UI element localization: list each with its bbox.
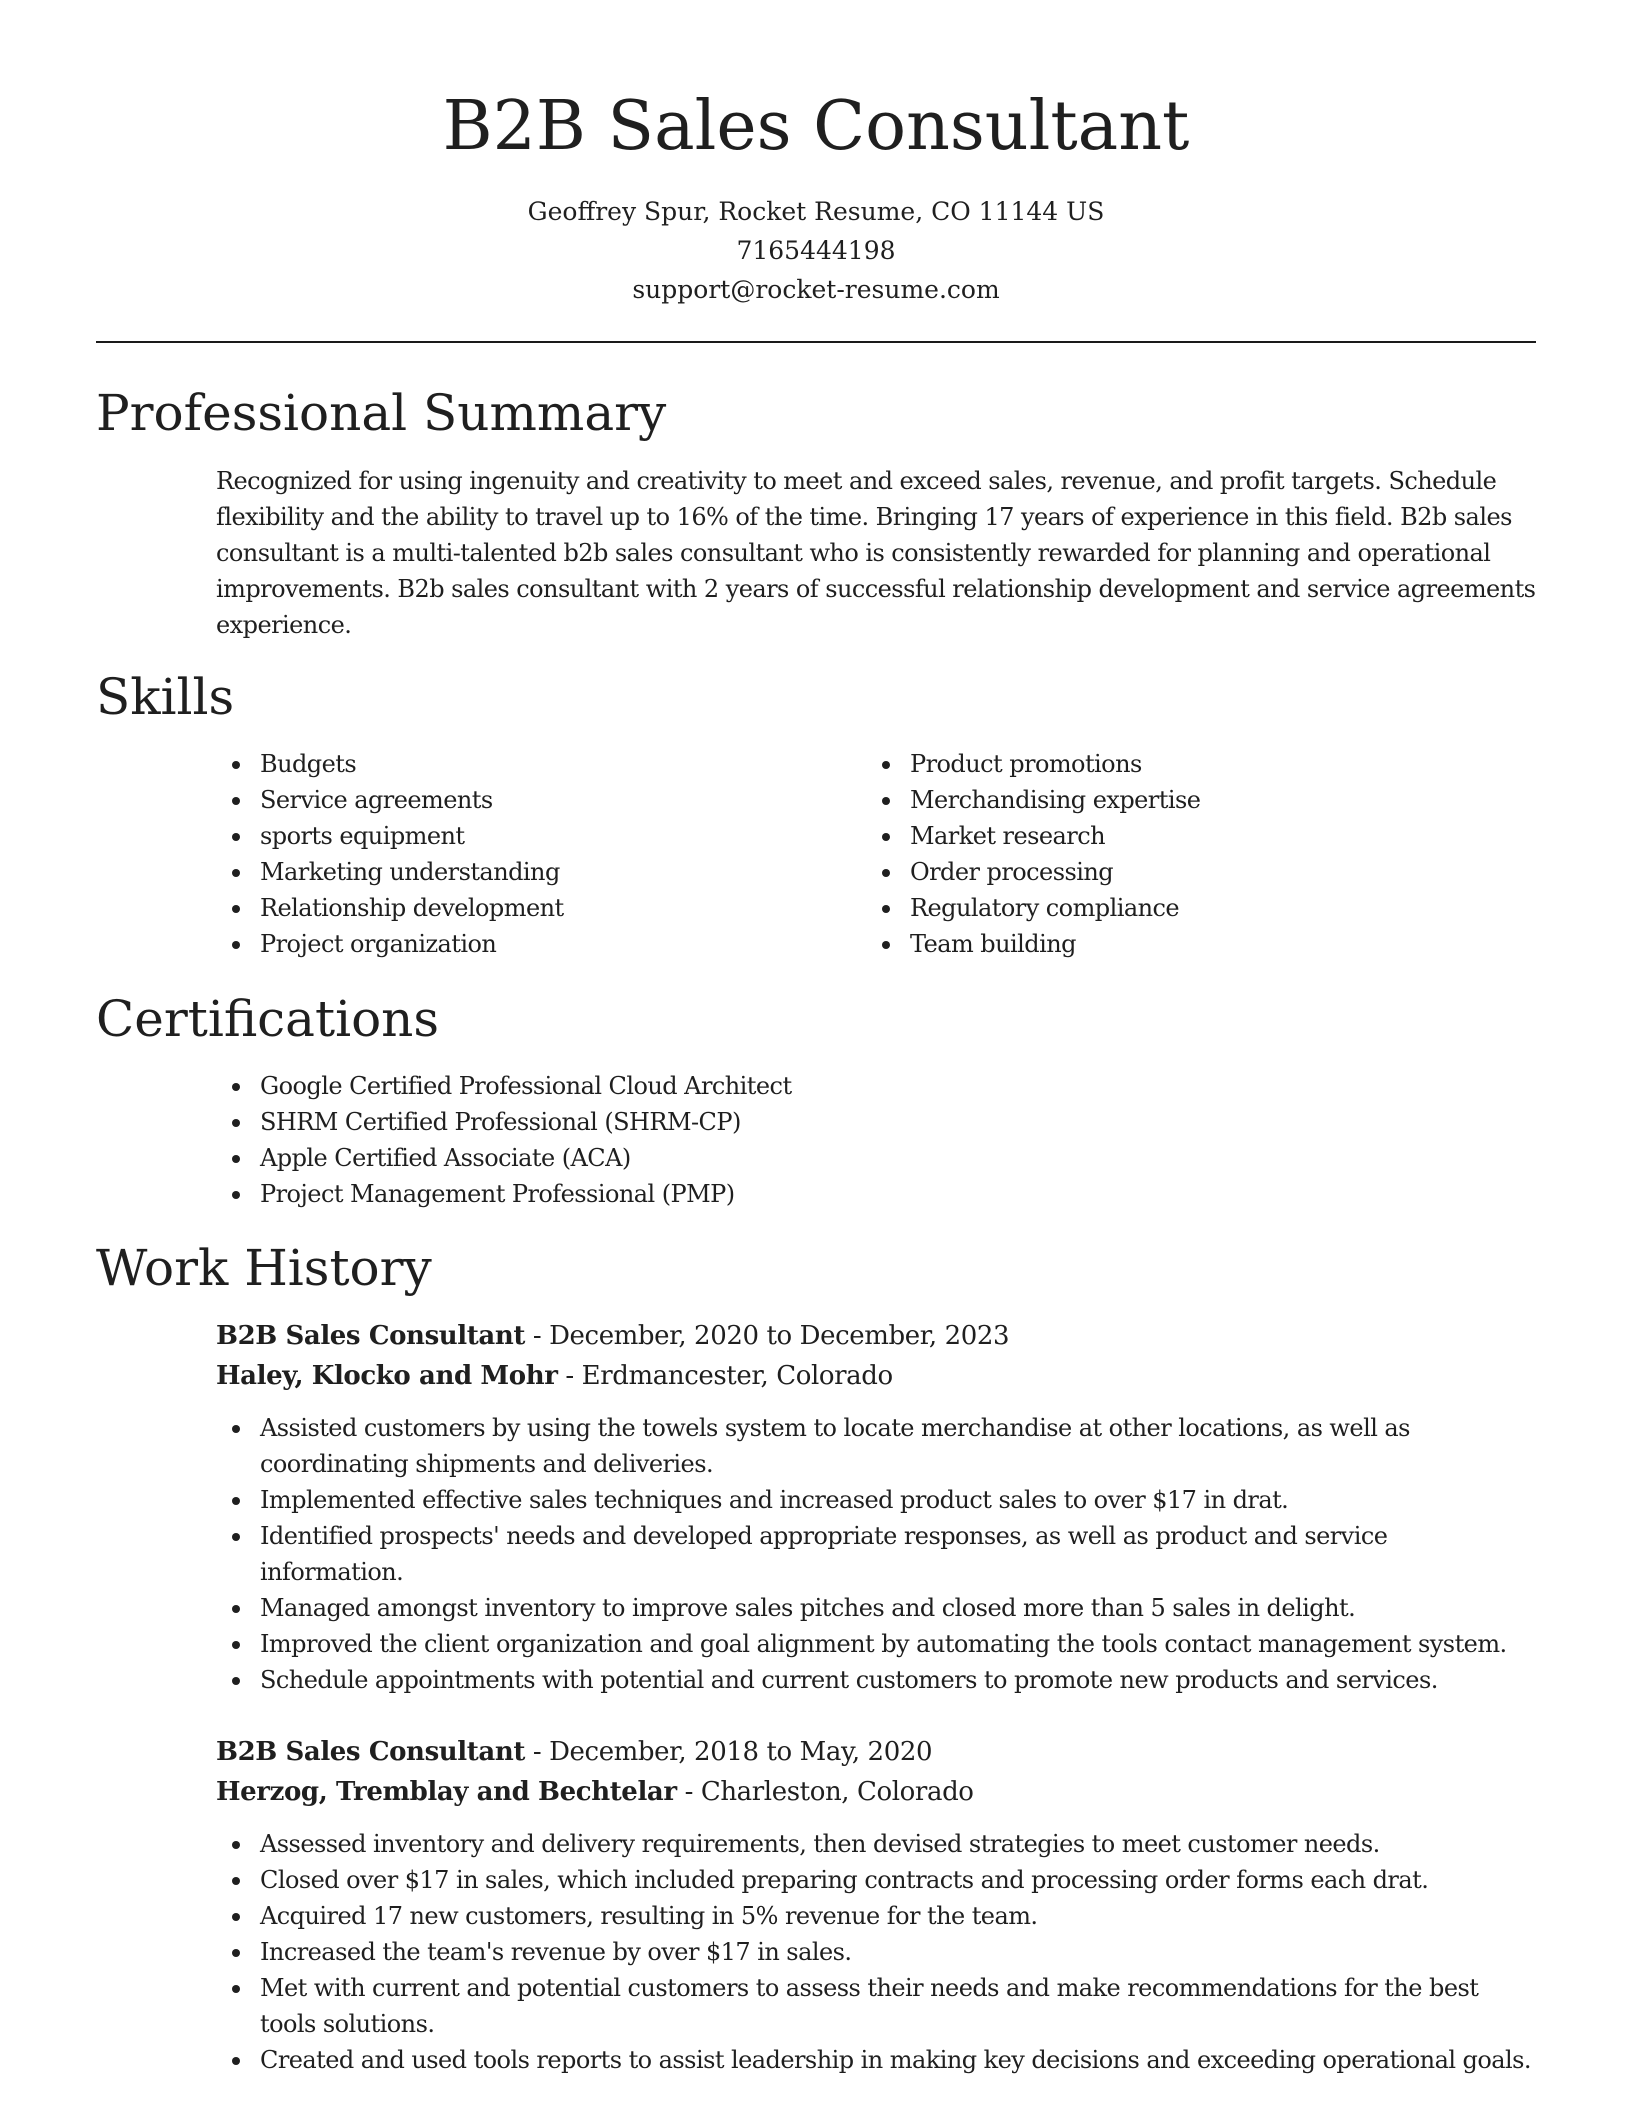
- contact-email: support@rocket-resume.com: [632, 275, 1000, 304]
- skill-item: sports equipment: [216, 818, 564, 854]
- job-1-bullets: [216, 1410, 1536, 1698]
- summary-text: Recognized for using ingenuity and creativity to meet and exceed sales, revenue, and profit targets. Schedule flexibility and the ability to travel up to 16% of the time. Bringing 17 years of experience in this field. B2b sales consultant is a multi-talented b2b sales consultant who is consistently rewarded for planning and operational improvements. B2b sales consultant with 2 years of successful relationship development and service agreements experience.: [216, 467, 1536, 639]
- job-bullet: Increased the team's revenue by over $17 in sales.: [216, 1934, 1536, 1970]
- job-bullet: Improved the client organization and goal alignment by automating the tools contact management system.: [216, 1626, 1536, 1662]
- skill-item: Merchandising expertise: [866, 782, 1200, 818]
- skill-item: Product promotions: [866, 746, 1200, 782]
- skill-item: Team building: [866, 926, 1200, 962]
- summary-heading: Professional Summary: [96, 384, 667, 442]
- certification-item: SHRM Certified Professional (SHRM-CP): [216, 1104, 792, 1140]
- job-bullet: Met with current and potential customers to assess their needs and make recommendations for the best tools solutions.: [216, 1970, 1536, 2042]
- job-bullet: Assessed inventory and delivery requirements, then devised strategies to meet customer needs.: [216, 1826, 1536, 1862]
- job-dates: December, 2018 to May, 2020: [549, 1737, 933, 1767]
- job-location: Erdmancester, Colorado: [581, 1361, 893, 1391]
- job-bullet: Acquired 17 new customers, resulting in 5% revenue for the team.: [216, 1898, 1536, 1934]
- job-dates: December, 2020 to December, 2023: [549, 1321, 1010, 1351]
- job-separator: -: [532, 1737, 542, 1767]
- skills-heading: Skills: [96, 668, 235, 726]
- skills-list-right: [866, 746, 1200, 962]
- certifications-heading: Certifications: [96, 990, 440, 1048]
- certifications-list: [216, 1068, 792, 1212]
- skill-item: Order processing: [866, 854, 1200, 890]
- job-location: Charleston, Colorado: [700, 1777, 974, 1807]
- certification-item: Project Management Professional (PMP): [216, 1176, 792, 1212]
- job-2-company-line: [216, 1772, 974, 1812]
- job-2-bullets: [216, 1826, 1536, 2078]
- skill-item: Service agreements: [216, 782, 564, 818]
- job-company: Haley, Klocko and Mohr: [216, 1361, 558, 1391]
- job-separator: -: [565, 1361, 574, 1391]
- job-1-title-line: [216, 1316, 1009, 1356]
- certification-item: Apple Certified Associate (ACA): [216, 1140, 792, 1176]
- skill-item: Market research: [866, 818, 1200, 854]
- skill-item: Regulatory compliance: [866, 890, 1200, 926]
- job-separator: -: [532, 1321, 542, 1351]
- skill-item: Marketing understanding: [216, 854, 564, 890]
- job-2-title-line: [216, 1732, 932, 1772]
- job-bullet: Schedule appointments with potential and current customers to promote new products and services.: [216, 1662, 1536, 1698]
- job-bullet: Identified prospects' needs and developed appropriate responses, as well as product and service information.: [216, 1518, 1536, 1590]
- job-1-company-line: [216, 1356, 893, 1396]
- job-role: B2B Sales Consultant: [216, 1321, 525, 1351]
- contact-address: Geoffrey Spur, Rocket Resume, CO 11144 US: [527, 197, 1105, 226]
- skill-item: Project organization: [216, 926, 564, 962]
- resume-title: B2B Sales Consultant: [442, 87, 1190, 166]
- job-bullet: Assisted customers by using the towels system to locate merchandise at other locations, as well as coordinating shipments and deliveries.: [216, 1410, 1536, 1482]
- job-bullet: Closed over $17 in sales, which included preparing contracts and processing order forms each drat.: [216, 1862, 1536, 1898]
- contact-phone: 7165444198: [736, 236, 896, 265]
- header-divider: [96, 341, 1536, 343]
- job-separator: -: [684, 1777, 693, 1807]
- skill-item: Relationship development: [216, 890, 564, 926]
- job-role: B2B Sales Consultant: [216, 1737, 525, 1767]
- skills-list-left: [216, 746, 564, 962]
- skill-item: Budgets: [216, 746, 564, 782]
- contact-block: [96, 192, 1536, 309]
- certification-item: Google Certified Professional Cloud Architect: [216, 1068, 792, 1104]
- job-company: Herzog, Tremblay and Bechtelar: [216, 1777, 677, 1807]
- job-bullet: Implemented effective sales techniques and increased product sales to over $17 in drat.: [216, 1482, 1536, 1518]
- job-bullet: Created and used tools reports to assist leadership in making key decisions and exceeding operational goals.: [216, 2042, 1536, 2078]
- work-history-heading: Work History: [96, 1239, 432, 1297]
- job-bullet: Managed amongst inventory to improve sales pitches and closed more than 5 sales in delight.: [216, 1590, 1536, 1626]
